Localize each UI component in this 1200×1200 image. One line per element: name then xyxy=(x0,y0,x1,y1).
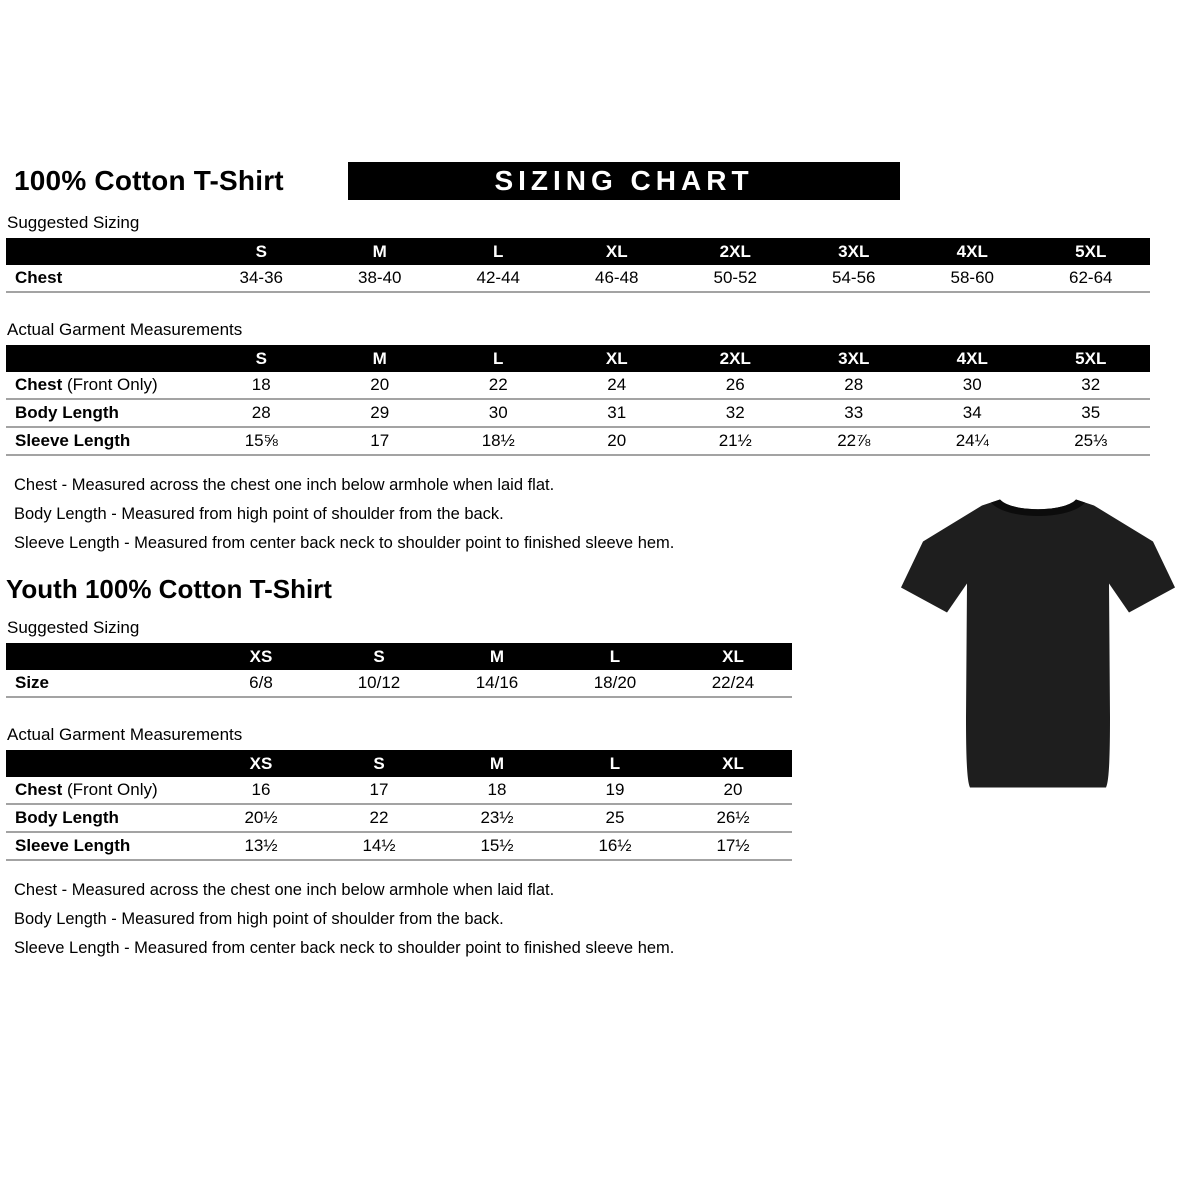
size-header-cell: XL xyxy=(674,643,792,670)
table-header-corner xyxy=(6,643,202,670)
note-body-length: Body Length - Measured from high point of shoulder from the back. xyxy=(14,505,504,523)
measurement-cell: 20½ xyxy=(202,805,320,833)
sizing-chart-banner: SIZING CHART xyxy=(348,162,900,200)
youth-actual-measurements-label: Actual Garment Measurements xyxy=(7,725,243,744)
row-label: Body Length xyxy=(6,805,202,833)
size-header-cell: XL xyxy=(674,750,792,777)
size-header-cell: M xyxy=(438,643,556,670)
measurement-cell: 18 xyxy=(438,777,556,805)
size-header-cell: 4XL xyxy=(913,238,1032,265)
measurement-cell: 29 xyxy=(321,400,440,428)
measurement-cell: 31 xyxy=(558,400,677,428)
measurement-cell: 13½ xyxy=(202,833,320,861)
size-header-cell: S xyxy=(320,643,438,670)
row-label: Size xyxy=(6,670,202,698)
size-header-cell: 2XL xyxy=(676,238,795,265)
youth-suggested-sizing-table xyxy=(6,643,792,698)
measurement-cell: 54-56 xyxy=(795,265,914,293)
measurement-cell: 26½ xyxy=(674,805,792,833)
measurement-cell: 28 xyxy=(202,400,321,428)
measurement-cell: 30 xyxy=(913,372,1032,400)
adult-measurement-notes xyxy=(14,471,834,558)
size-header-cell: 5XL xyxy=(1032,238,1151,265)
adult-actual-measurements-label: Actual Garment Measurements xyxy=(7,320,243,339)
size-header-cell: M xyxy=(438,750,556,777)
size-header-cell: XL xyxy=(558,345,677,372)
size-header-cell: 4XL xyxy=(913,345,1032,372)
measurement-cell: 10/12 xyxy=(320,670,438,698)
measurement-cell: 58-60 xyxy=(913,265,1032,293)
measurement-cell: 24 xyxy=(558,372,677,400)
size-header-cell: XL xyxy=(558,238,677,265)
note-chest: Chest - Measured across the chest one inch below armhole when laid flat. xyxy=(14,476,555,494)
measurement-cell: 16½ xyxy=(556,833,674,861)
measurement-cell: 22⅞ xyxy=(795,428,914,456)
size-header-cell: L xyxy=(556,643,674,670)
measurement-cell: 46-48 xyxy=(558,265,677,293)
measurement-cell: 17½ xyxy=(674,833,792,861)
measurement-cell: 20 xyxy=(558,428,677,456)
measurement-cell: 32 xyxy=(1032,372,1151,400)
size-header-cell: XS xyxy=(202,750,320,777)
measurement-cell: 26 xyxy=(676,372,795,400)
youth-actual-measurements-table xyxy=(6,750,792,861)
measurement-cell: 15⅝ xyxy=(202,428,321,456)
row-label: Chest (Front Only) xyxy=(6,372,202,400)
tshirt-graphic xyxy=(888,476,1188,814)
row-label: Sleeve Length xyxy=(6,833,202,861)
size-header-cell: 3XL xyxy=(795,238,914,265)
black-tshirt-image xyxy=(888,476,1188,814)
measurement-cell: 32 xyxy=(676,400,795,428)
row-label: Chest (Front Only) xyxy=(6,777,202,805)
measurement-cell: 23½ xyxy=(438,805,556,833)
measurement-cell: 34-36 xyxy=(202,265,321,293)
measurement-cell: 16 xyxy=(202,777,320,805)
measurement-cell: 17 xyxy=(321,428,440,456)
table-header-corner xyxy=(6,238,202,265)
size-header-cell: S xyxy=(202,238,321,265)
measurement-cell: 20 xyxy=(321,372,440,400)
measurement-cell: 62-64 xyxy=(1032,265,1151,293)
measurement-cell: 30 xyxy=(439,400,558,428)
size-header-cell: L xyxy=(439,345,558,372)
measurement-cell: 20 xyxy=(674,777,792,805)
measurement-cell: 34 xyxy=(913,400,1032,428)
measurement-cell: 15½ xyxy=(438,833,556,861)
measurement-cell: 6/8 xyxy=(202,670,320,698)
size-header-cell: M xyxy=(321,238,440,265)
measurement-cell: 22/24 xyxy=(674,670,792,698)
size-header-cell: L xyxy=(556,750,674,777)
youth-suggested-sizing-label: Suggested Sizing xyxy=(7,618,140,637)
note-chest: Chest - Measured across the chest one inch below armhole when laid flat. xyxy=(14,881,555,899)
adult-suggested-sizing-table xyxy=(6,238,1150,293)
measurement-cell: 14½ xyxy=(320,833,438,861)
tshirt-body-shape xyxy=(901,500,1175,788)
measurement-cell: 18½ xyxy=(439,428,558,456)
row-label: Body Length xyxy=(6,400,202,428)
measurement-cell: 33 xyxy=(795,400,914,428)
measurement-cell: 19 xyxy=(556,777,674,805)
table-header-corner xyxy=(6,750,202,777)
row-label: Sleeve Length xyxy=(6,428,202,456)
size-header-cell: 3XL xyxy=(795,345,914,372)
measurement-cell: 17 xyxy=(320,777,438,805)
size-header-cell: S xyxy=(202,345,321,372)
measurement-cell: 35 xyxy=(1032,400,1151,428)
measurement-cell: 22 xyxy=(320,805,438,833)
note-body-length: Body Length - Measured from high point of shoulder from the back. xyxy=(14,910,504,928)
measurement-cell: 18 xyxy=(202,372,321,400)
adult-suggested-sizing-label: Suggested Sizing xyxy=(7,213,140,232)
note-sleeve-length: Sleeve Length - Measured from center back neck to shoulder point to finished sleeve hem. xyxy=(14,939,675,957)
measurement-cell: 28 xyxy=(795,372,914,400)
measurement-cell: 18/20 xyxy=(556,670,674,698)
size-header-cell: XS xyxy=(202,643,320,670)
note-sleeve-length: Sleeve Length - Measured from center back neck to shoulder point to finished sleeve hem. xyxy=(14,534,675,552)
measurement-cell: 22 xyxy=(439,372,558,400)
youth-shirt-title: Youth 100% Cotton T-Shirt xyxy=(6,574,332,604)
adult-actual-measurements-table xyxy=(6,345,1150,456)
size-header-cell: L xyxy=(439,238,558,265)
measurement-cell: 50-52 xyxy=(676,265,795,293)
measurement-cell: 24¼ xyxy=(913,428,1032,456)
row-label: Chest xyxy=(6,265,202,293)
measurement-cell: 25 xyxy=(556,805,674,833)
size-header-cell: S xyxy=(320,750,438,777)
table-header-corner xyxy=(6,345,202,372)
youth-measurement-notes xyxy=(14,876,834,963)
adult-shirt-title: 100% Cotton T-Shirt xyxy=(14,165,284,196)
size-header-cell: 2XL xyxy=(676,345,795,372)
header-row xyxy=(14,160,1200,202)
measurement-cell: 38-40 xyxy=(321,265,440,293)
measurement-cell: 42-44 xyxy=(439,265,558,293)
size-header-cell: 5XL xyxy=(1032,345,1151,372)
measurement-cell: 14/16 xyxy=(438,670,556,698)
measurement-cell: 21½ xyxy=(676,428,795,456)
size-header-cell: M xyxy=(321,345,440,372)
measurement-cell: 25⅓ xyxy=(1032,428,1151,456)
